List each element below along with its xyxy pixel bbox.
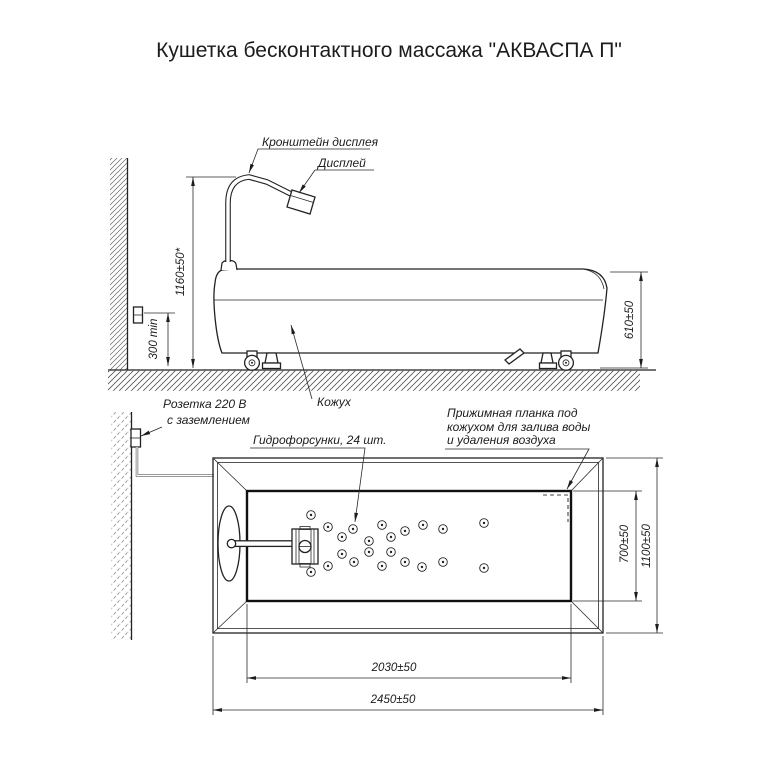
caster-wheel-right bbox=[559, 351, 574, 370]
hydro-jet bbox=[378, 562, 387, 571]
power-socket-side bbox=[134, 307, 143, 323]
dim-text-1160: 1160±50* bbox=[175, 247, 187, 297]
label-text-plank-1: Прижимная планка под bbox=[447, 406, 578, 420]
hydro-jet bbox=[480, 564, 489, 573]
hydro-jet bbox=[401, 558, 410, 567]
page-title: Кушетка бесконтактного массажа "АКВАСПА П" bbox=[156, 39, 622, 62]
hydro-jet bbox=[307, 511, 316, 520]
hydro-jet bbox=[349, 525, 358, 534]
label-text-socket-1: Розетка 220 В bbox=[163, 397, 247, 411]
clamp-plank bbox=[543, 495, 568, 522]
power-cable bbox=[137, 447, 214, 476]
label-text-cover: Кожух bbox=[317, 395, 351, 409]
hydro-jets bbox=[307, 511, 489, 577]
hydro-jet bbox=[387, 533, 396, 542]
power-socket-plan bbox=[131, 429, 141, 447]
dim-text-2030: 2030±50 bbox=[371, 662, 417, 674]
label-jets bbox=[250, 433, 386, 522]
label-display bbox=[299, 156, 374, 193]
display-arm bbox=[221, 177, 297, 270]
hydro-jet bbox=[324, 562, 333, 571]
dim-text-700: 700±50 bbox=[619, 524, 631, 564]
label-socket bbox=[141, 397, 250, 436]
label-text-plank-3: и удаления воздуха bbox=[447, 433, 556, 447]
floor-section bbox=[108, 370, 656, 391]
side-view bbox=[108, 135, 656, 436]
hydro-jet bbox=[365, 537, 374, 546]
display-unit bbox=[287, 190, 315, 214]
leveling-foot-right bbox=[540, 353, 557, 369]
hydro-jet bbox=[365, 548, 374, 557]
hydro-jet bbox=[419, 521, 428, 530]
label-text-plank-2: кожухом для залива воды bbox=[447, 420, 591, 434]
hydro-jet bbox=[338, 550, 347, 559]
hydro-jet bbox=[439, 525, 448, 534]
label-text-bracket: Кронштейн дисплея bbox=[262, 135, 379, 149]
dim-basin-width bbox=[573, 491, 642, 601]
dim-text-610: 610±50 bbox=[624, 300, 636, 340]
dim-socket-height bbox=[144, 313, 175, 366]
hydro-jet bbox=[307, 568, 316, 577]
hydro-jet bbox=[439, 558, 448, 567]
dim-text-300: 300 min bbox=[148, 318, 160, 360]
hydro-jet bbox=[350, 558, 359, 567]
caster-wheel-left bbox=[245, 351, 260, 370]
dim-text-1100: 1100±50 bbox=[641, 524, 653, 568]
hydro-jet bbox=[401, 527, 410, 536]
plan-view bbox=[111, 406, 663, 715]
hydro-jet bbox=[324, 523, 333, 532]
label-text-socket-2: с заземлением bbox=[167, 413, 250, 427]
hydro-jet bbox=[378, 521, 387, 530]
leveling-foot-left bbox=[263, 353, 281, 369]
dim-text-2450: 2450±50 bbox=[370, 694, 416, 706]
wall-section bbox=[110, 158, 128, 370]
dim-total-width bbox=[606, 458, 663, 633]
label-text-display: Дисплей bbox=[318, 156, 366, 170]
label-text-jets: Гидрофорсунки, 24 шт. bbox=[253, 433, 387, 447]
label-clamp-plank bbox=[445, 406, 590, 489]
wall-section-plan bbox=[111, 412, 132, 640]
hydro-jet bbox=[480, 519, 489, 528]
hydro-jet bbox=[418, 563, 427, 572]
dim-total-length bbox=[213, 636, 603, 715]
hydro-jet bbox=[338, 533, 347, 542]
couch-body bbox=[214, 269, 607, 353]
arm-rod-top-view bbox=[227, 539, 293, 547]
bracket-block-top-view bbox=[292, 527, 318, 568]
hydro-jet bbox=[387, 548, 396, 557]
dim-basin-length bbox=[247, 604, 571, 683]
